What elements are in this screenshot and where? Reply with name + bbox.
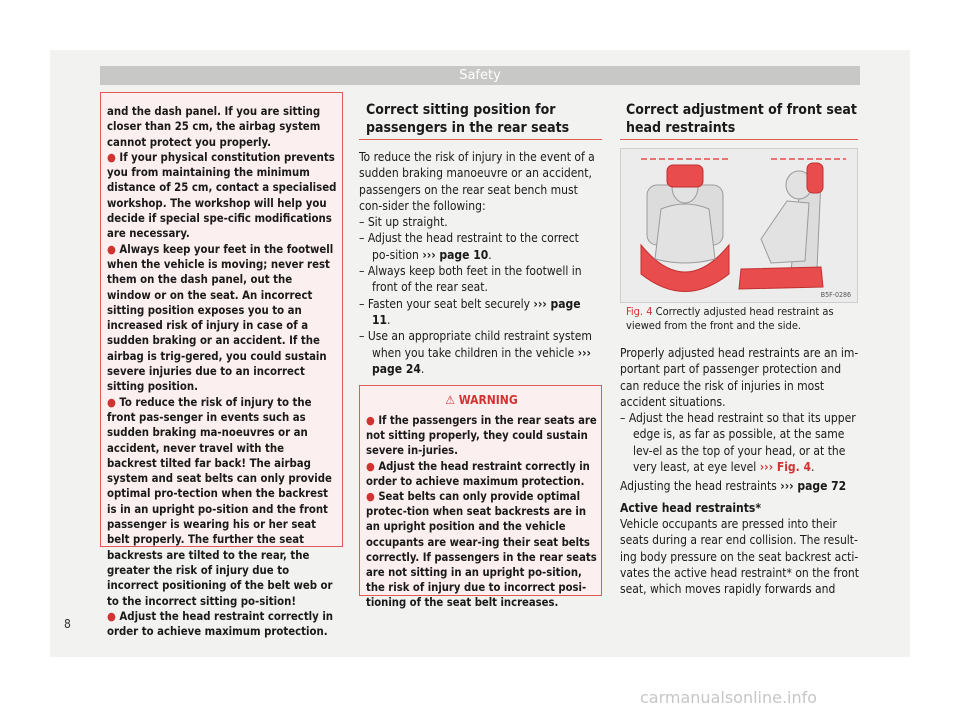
title-rule (620, 139, 858, 140)
headrest-front (667, 165, 703, 187)
warning-bullet: ● If your physical constitution prevents you from maintaining the minimum distance of 25 cm, contact a specialised workshop. The workshop will help you decide if special spe-cific modifications are necessary. (107, 150, 337, 241)
warning-header (365, 393, 598, 408)
section-title-rear-seats: Correct sitting position for passengers in the rear seats (366, 102, 570, 136)
warning-bullet: ● Seat belts can only provide optimal protec-tion when seat backrests are in an upright position and the vehicle occupants are wear-ing their seat belts correctly. If passengers in the rear seats are not sitting in an upright po-sition, the risk of injury due to incorrect posi-tioning of the seat belt increases. (366, 490, 597, 610)
warning-label: WARNING (458, 393, 518, 407)
page-link[interactable]: ››› page 24 (372, 345, 591, 376)
page-number: 8 (64, 617, 71, 631)
headrest-side (807, 163, 823, 193)
warning-bullet: ● Adjust the head restraint correctly in order to achieve maximum protection. (107, 609, 334, 639)
figure-label: Fig. 4 (626, 305, 653, 318)
warning-lead: and the dash panel. If you are sitting closer than 25 cm, the airbag system cannot protect you properly. (107, 105, 321, 149)
head-restraint-body (620, 345, 860, 597)
warning-bullet: ● If the passengers in the rear seats are not sitting properly, they could sustain severe in-juries. (366, 414, 597, 458)
list-item: – Adjust the head restraint so that its upper edge is, as far as possible, at the same lev-el as the top of your head, or at the very least, at eye level ››› Fig. 4. (620, 411, 856, 475)
paragraph: Properly adjusted head restraints are an im-portant part of passenger protection and can reduce the risk of injuries in most accident situations. (620, 346, 859, 409)
warning-bullet: ● Adjust the head restraint correctly in order to achieve maximum protection. (366, 459, 590, 488)
list-item: – Adjust the head restraint to the correct po-sition ››› page 10. (359, 231, 579, 262)
list-item: – Sit up straight. (359, 215, 448, 230)
list-item: – Fasten your seat belt securely ››› page 11. (359, 296, 581, 327)
section-header: Safety (100, 66, 860, 85)
title-rule (359, 139, 602, 140)
intro-paragraph: To reduce the risk of injury in the event of a sudden braking manoeuvre or an accident, passengers on the rear seat bench must con-sider the following: (359, 150, 595, 213)
warning-bullet: ● Always keep your feet in the footwell when the vehicle is moving; never rest them on the dash panel, out the window or on the seat. An incorrect sitting position exposes you to an increased risk of injury in case of a sudden braking or an accident. If the airbag is trig-gered, you could sustain severe injuries due to an incorrect sitting position. (107, 242, 334, 394)
paragraph: Vehicle occupants are pressed into their seats during a rear end collision. The result-ing body pressure on the seat backrest acti-vates the active head restraint* on the front seat, which moves rapidly forwards and (620, 516, 859, 597)
warning-triangle-icon: ⚠ (445, 393, 455, 407)
middle-warning-text (366, 413, 598, 611)
figure-head-restraint (620, 148, 858, 303)
section-title-head-restraints: Correct adjustment of front seat head restraints (626, 102, 857, 136)
watermark: carmanualsonline.info (640, 688, 818, 707)
adjust-line: Adjusting the head restraints ››› page 72 (620, 479, 847, 494)
page-link[interactable]: ››› page 72 (780, 479, 847, 494)
figure-code: B5F-0286 (820, 291, 851, 299)
page-link[interactable]: ››› page 10 (422, 247, 489, 262)
figure-link[interactable]: ››› Fig. 4 (759, 460, 812, 475)
list-item: – Use an appropriate child restraint system when you take children in the vehicle ››› page 24. (359, 329, 592, 376)
list-item: – Always keep both feet in the footwell in front of the rear seat. (359, 264, 582, 295)
left-warning-text (107, 104, 337, 639)
page-link[interactable]: ››› page 11 (372, 296, 581, 327)
rear-seats-body (359, 149, 599, 377)
side-view-person (761, 171, 812, 263)
subheading: Active head restraints* (620, 500, 761, 515)
head-restraint-illustration (621, 149, 857, 302)
warning-bullet: ● To reduce the risk of injury to the front pas-senger in events such as sudden braking ma-noeuvres or an accident, never travel with the backrest tilted far back! The airbag system and seat belts can only provide optimal pro-tection when the backrest is in an upright po-sition and the front passenger is wearing his or her seat belt properly. The further the seat backrests are tilted to the rear, the greater the risk of injury due to incorrect positioning of the belt web or to the incorrect sitting po-sition! (107, 395, 333, 608)
figure-caption: Fig. 4 Correctly adjusted head restraint as viewed from the front and the side. (626, 305, 834, 332)
